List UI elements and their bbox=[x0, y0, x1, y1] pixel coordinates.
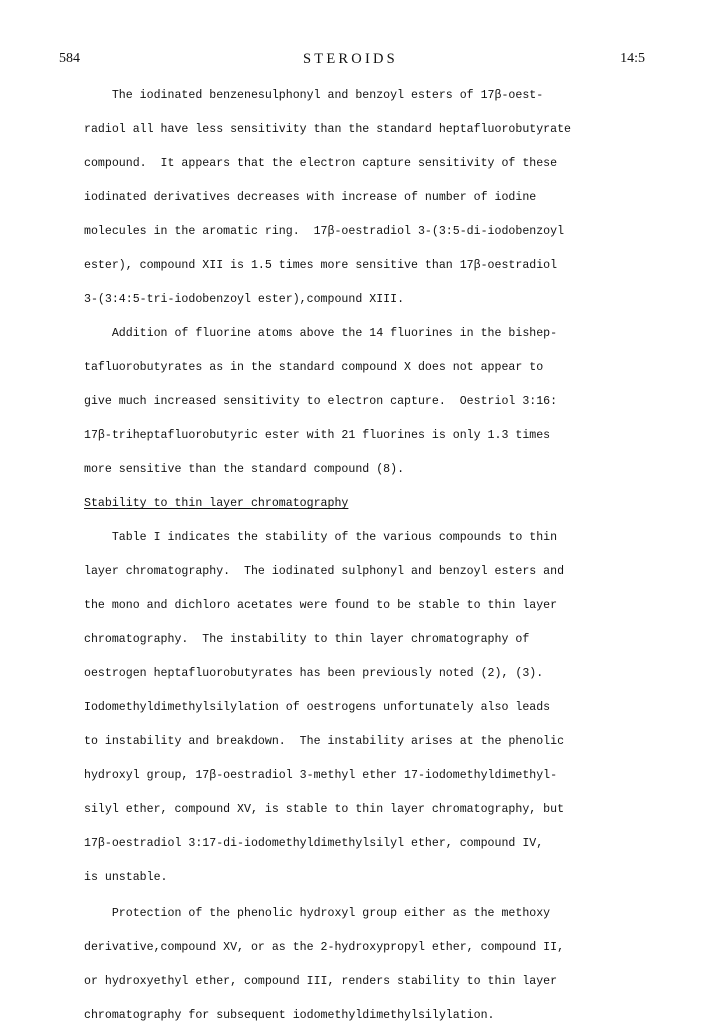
text-line: tafluorobutyrates as in the standard compound X does not appear to bbox=[84, 361, 544, 374]
text-line: hydroxyl group, 17β-oestradiol 3-methyl ether 17-iodomethyldimethyl- bbox=[84, 769, 558, 782]
text-line: more sensitive than the standard compound (8). bbox=[84, 463, 405, 476]
text-line: chromatography for subsequent iodomethyldimethylsilylation. bbox=[84, 1009, 495, 1022]
text-line: 3-(3:4:5-tri-iodobenzoyl ester),compound XIII. bbox=[84, 293, 405, 306]
text-line: compound. It appears that the electron capture sensitivity of these bbox=[84, 157, 558, 170]
text-line: Table I indicates the stability of the various compounds to thin bbox=[84, 531, 558, 544]
text-line: The iodinated benzenesulphonyl and benzoyl esters of 17β-oest- bbox=[84, 89, 544, 102]
text-line: is unstable. bbox=[84, 871, 168, 884]
journal-title: STEROIDS bbox=[303, 51, 398, 67]
issue-number: 14:5 bbox=[620, 51, 645, 66]
text-line: 17β-triheptafluorobutyric ester with 21 fluorines is only 1.3 times bbox=[84, 429, 551, 442]
page-number: 584 bbox=[59, 51, 80, 66]
text-line: iodinated derivatives decreases with increase of number of iodine bbox=[84, 191, 537, 204]
text-line: silyl ether, compound XV, is stable to thin layer chromatography, but bbox=[84, 803, 565, 816]
text-line: or hydroxyethyl ether, compound III, renders stability to thin layer bbox=[84, 975, 558, 988]
text-line: 17β-oestradiol 3:17-di-iodomethyldimethylsilyl ether, compound IV, bbox=[84, 837, 544, 850]
text-line: the mono and dichloro acetates were found to be stable to thin layer bbox=[84, 599, 558, 612]
text-line: give much increased sensitivity to electron capture. Oestriol 3:16: bbox=[84, 395, 558, 408]
text-line: layer chromatography. The iodinated sulphonyl and benzoyl esters and bbox=[84, 565, 565, 578]
page-header bbox=[0, 51, 701, 71]
text-line: molecules in the aromatic ring. 17β-oestradiol 3-(3:5-di-iodobenzoyl bbox=[84, 225, 565, 238]
text-line: Addition of fluorine atoms above the 14 fluorines in the bishep- bbox=[84, 327, 558, 340]
text-line: to instability and breakdown. The instability arises at the phenolic bbox=[84, 735, 565, 748]
section-heading: Stability to thin layer chromatography bbox=[84, 497, 349, 510]
text-line: Iodomethyldimethylsilylation of oestrogens unfortunately also leads bbox=[84, 701, 551, 714]
text-line: oestrogen heptafluorobutyrates has been previously noted (2), (3). bbox=[84, 667, 544, 680]
text-line: derivative,compound XV, or as the 2-hydroxypropyl ether, compound II, bbox=[84, 941, 565, 954]
text-line: chromatography. The instability to thin layer chromatography of bbox=[84, 633, 530, 646]
text-line: ester), compound XII is 1.5 times more sensitive than 17β-oestradiol bbox=[84, 259, 558, 272]
text-line: radiol all have less sensitivity than the standard heptafluorobutyrate bbox=[84, 123, 572, 136]
text-line: Protection of the phenolic hydroxyl group either as the methoxy bbox=[84, 907, 551, 920]
